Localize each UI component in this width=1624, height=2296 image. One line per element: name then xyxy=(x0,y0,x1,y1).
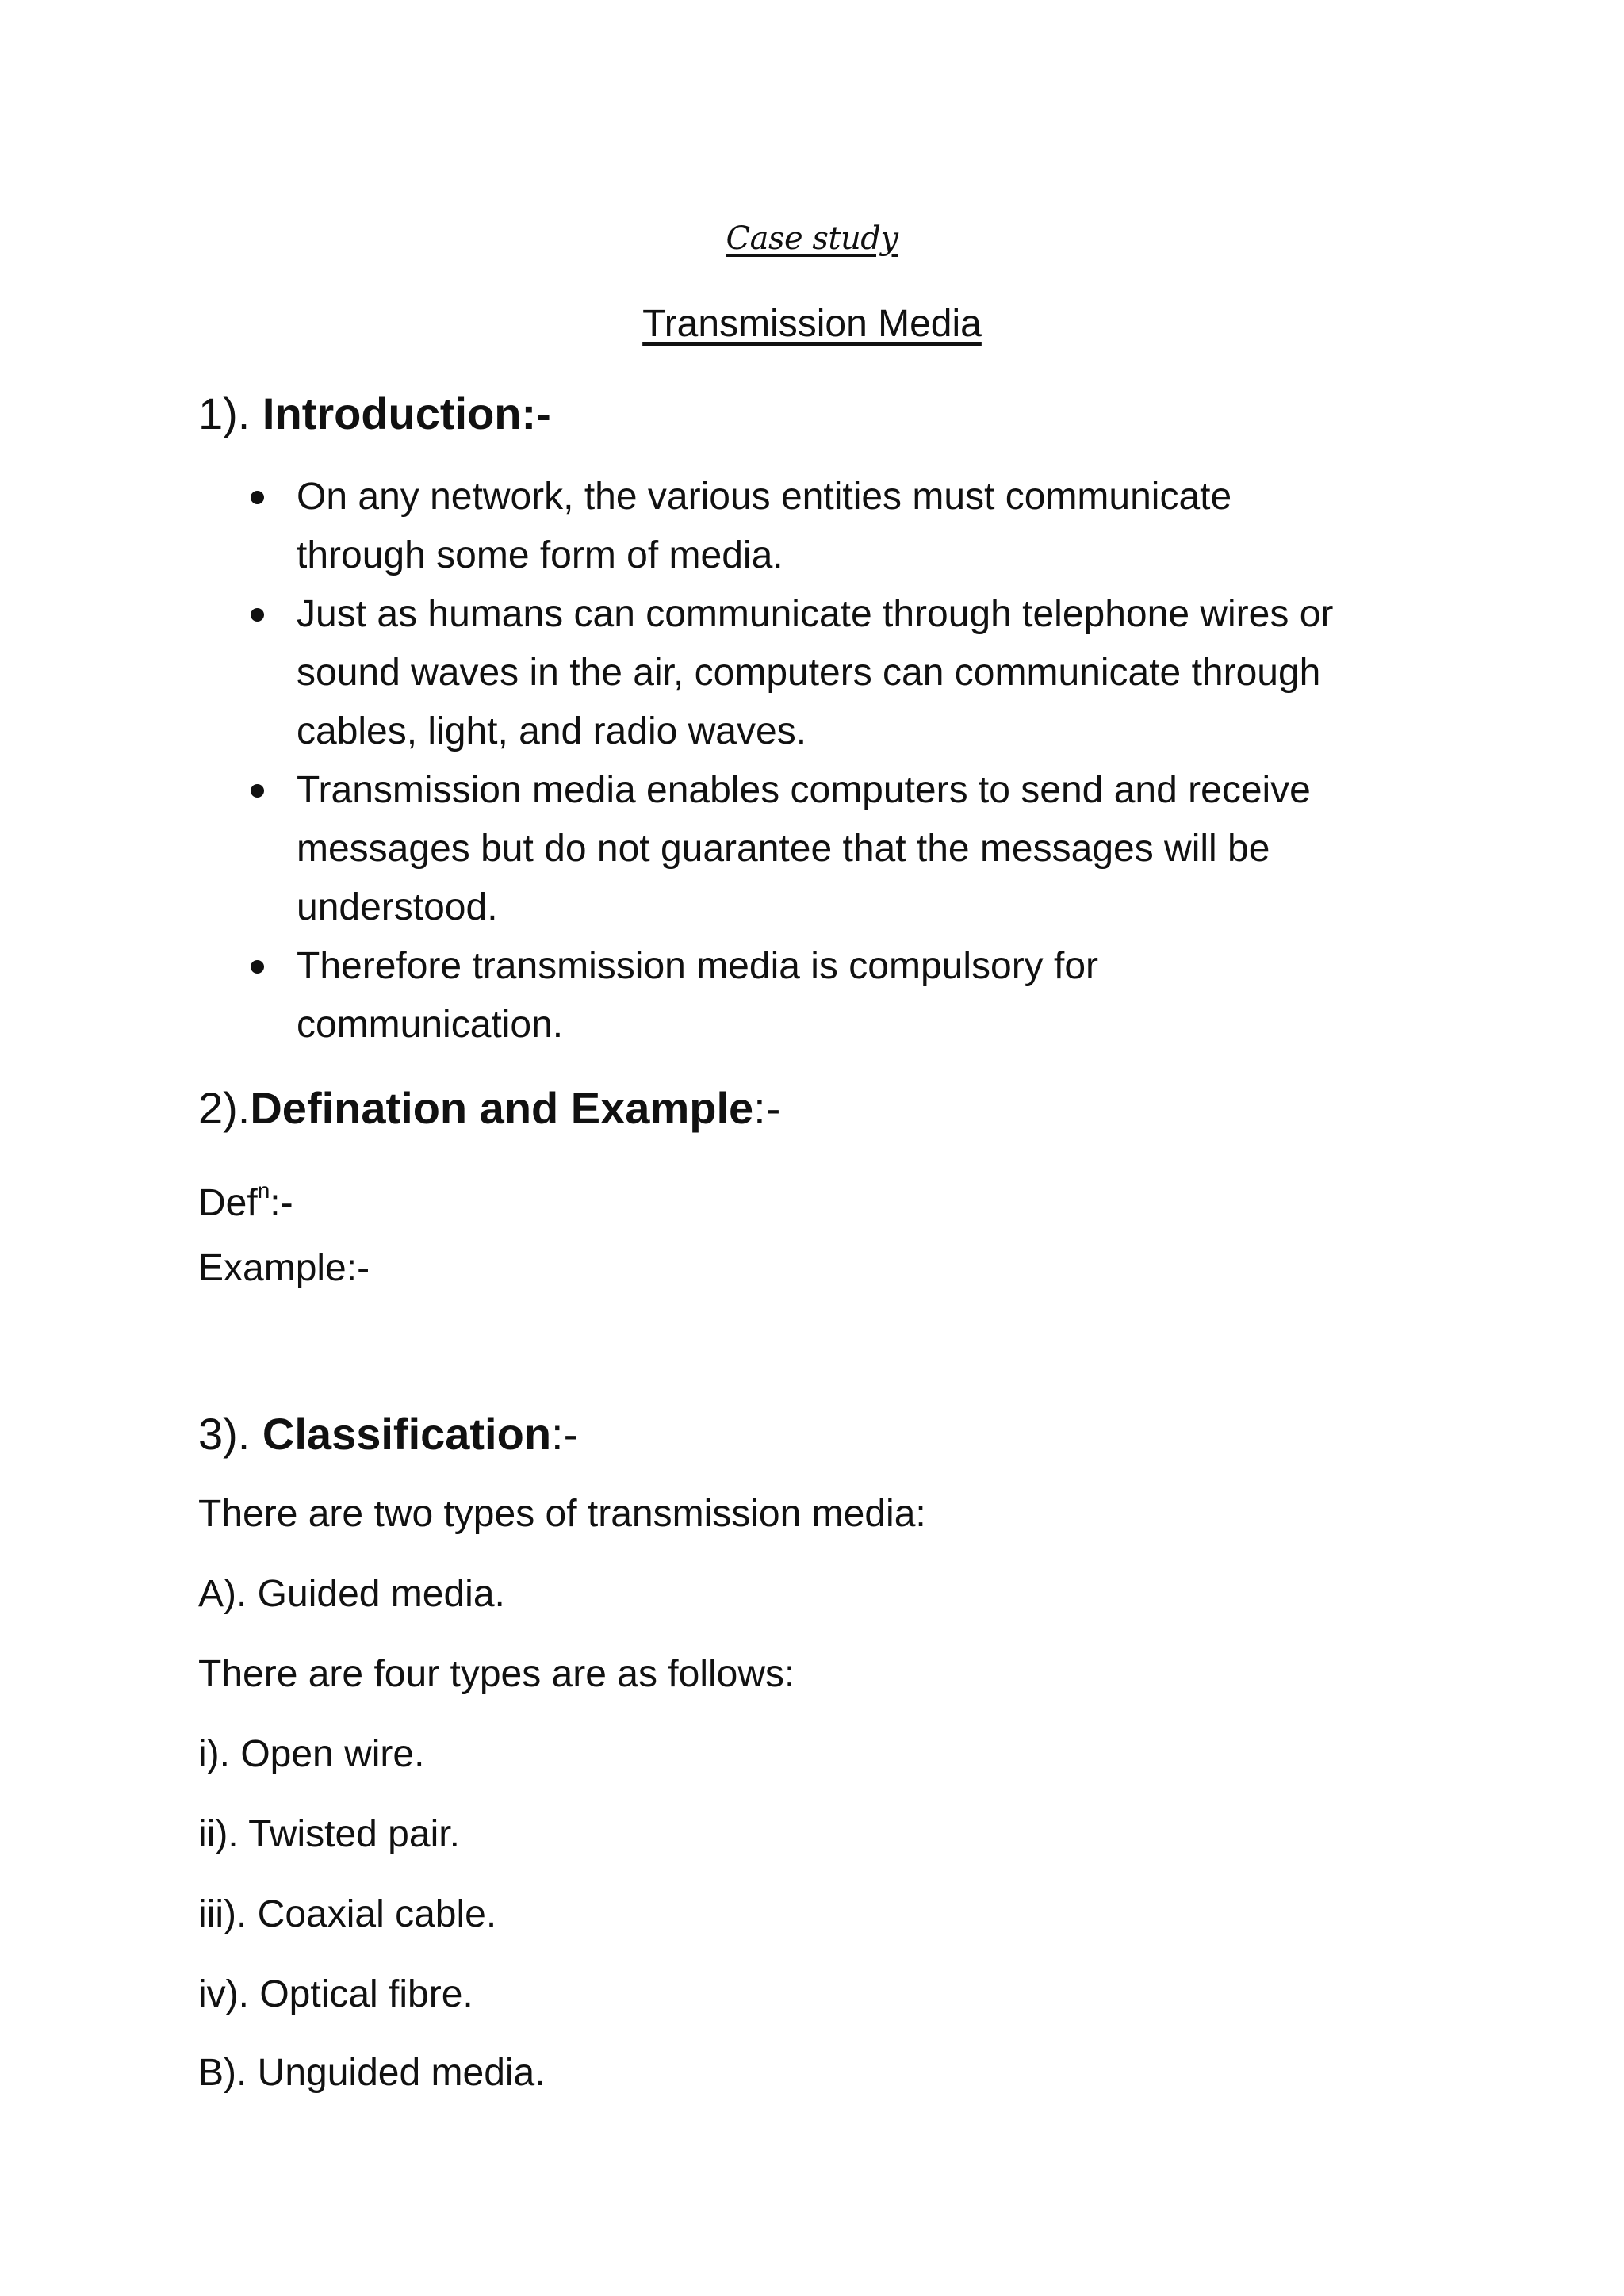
classification-intro: There are two types of transmission media: xyxy=(198,1493,926,1535)
section-suffix: :- xyxy=(753,1083,781,1133)
bullet-line: Therefore transmission media is compulsory for xyxy=(297,945,1099,987)
guided-type-item: iv). Optical fibre. xyxy=(198,1973,473,2015)
section-title: Introduction:- xyxy=(262,388,551,438)
example-label: Example:- xyxy=(198,1247,370,1289)
list-item xyxy=(198,937,1435,1054)
bullet-line: cables, light, and radio waves. xyxy=(297,710,807,752)
list-item xyxy=(198,468,1435,585)
superscript: n xyxy=(257,1178,270,1203)
bullet-line: Transmission media enables computers to send and receive xyxy=(297,769,1311,811)
bullet-line: through some form of media. xyxy=(297,534,783,576)
guided-media-item: A). Guided media. xyxy=(198,1573,505,1615)
section-title: Classification xyxy=(262,1409,552,1459)
bullet-icon xyxy=(251,960,264,974)
bullet-line: messages but do not guarantee that the messages will be xyxy=(297,828,1270,870)
introduction-bullet-list xyxy=(198,468,1435,1054)
guided-type-item: iii). Coaxial cable. xyxy=(198,1893,497,1935)
bullet-line: communication. xyxy=(297,1004,564,1046)
section-title: Defination and Example xyxy=(250,1083,754,1133)
section-definition-heading xyxy=(198,1081,780,1135)
list-item xyxy=(198,761,1435,937)
guided-type-item: i). Open wire. xyxy=(198,1733,425,1775)
section-number: 1). xyxy=(198,388,251,438)
guided-media-intro: There are four types are as follows: xyxy=(198,1653,795,1695)
list-item xyxy=(198,585,1435,761)
section-number: 3). xyxy=(198,1409,251,1459)
section-number: 2). xyxy=(198,1083,251,1133)
unguided-media-item: B). Unguided media. xyxy=(198,2052,546,2094)
guided-type-item: ii). Twisted pair. xyxy=(198,1813,460,1855)
case-study-label: Case study xyxy=(726,220,898,257)
section-introduction-heading xyxy=(198,387,551,441)
bullet-icon xyxy=(251,491,264,504)
bullet-line: sound waves in the air, computers can communicate through xyxy=(297,652,1321,694)
bullet-line: On any network, the various entities must communicate xyxy=(297,476,1232,518)
bullet-icon xyxy=(251,784,264,798)
section-classification-heading xyxy=(198,1407,578,1461)
bullet-icon xyxy=(251,608,264,622)
bullet-line: Just as humans can communicate through telephone wires or xyxy=(297,593,1334,635)
document-title: Transmission Media xyxy=(642,303,982,345)
bullet-line: understood. xyxy=(297,886,498,928)
definition-label: Def$^n$:- xyxy=(198,1178,293,1224)
section-suffix: :- xyxy=(551,1409,579,1459)
